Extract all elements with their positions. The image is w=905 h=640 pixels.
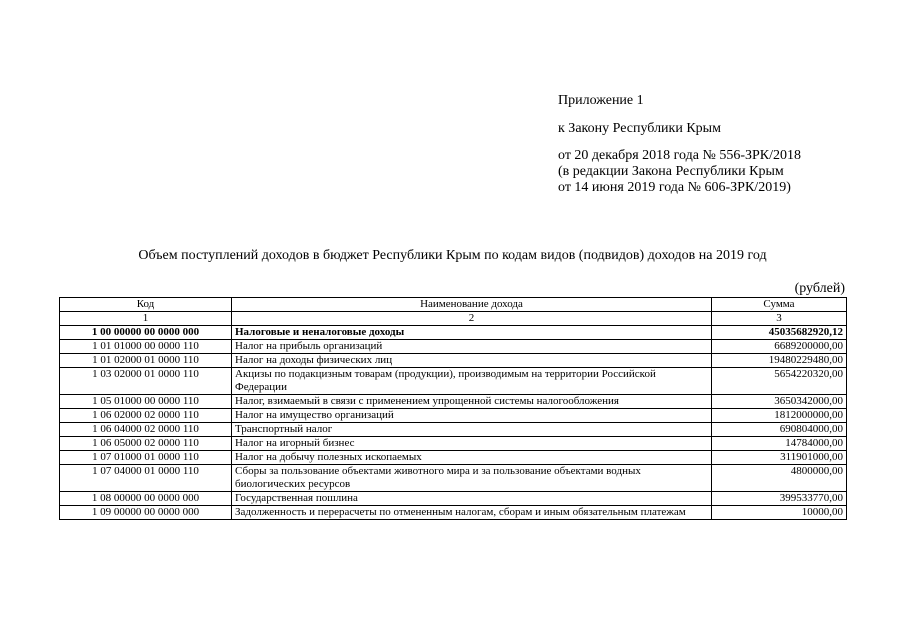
table-row: [60, 395, 847, 409]
code-cell: 1 08 00000 00 0000 000: [60, 492, 232, 506]
revenue-table: [59, 297, 847, 520]
code-cell: 1 07 01000 01 0000 110: [60, 451, 232, 465]
sum-cell: 399533770,00: [712, 492, 847, 506]
index-sum: 3: [712, 312, 847, 326]
sum-cell: 10000,00: [712, 506, 847, 520]
header-name: Наименование дохода: [232, 298, 712, 312]
name-cell: Сборы за пользование объектами животного мира и за пользование объектами водных биологических ресурсов: [232, 465, 712, 492]
name-cell: Налог, взимаемый в связи с применением упрощенной системы налогообложения: [232, 395, 712, 409]
units-label: (рублей): [794, 281, 845, 296]
name-cell: Налог на игорный бизнес: [232, 437, 712, 451]
code-cell: 1 06 05000 02 0000 110: [60, 437, 232, 451]
table-header-row: [60, 298, 847, 312]
code-cell: 1 06 02000 02 0000 110: [60, 409, 232, 423]
index-code: 1: [60, 312, 232, 326]
sum-cell: 5654220320,00: [712, 368, 847, 395]
table-row: [60, 368, 847, 395]
code-cell: 1 00 00000 00 0000 000: [60, 326, 232, 340]
table-row: [60, 326, 847, 340]
table-row: [60, 354, 847, 368]
sum-cell: 3650342000,00: [712, 395, 847, 409]
table-row: [60, 492, 847, 506]
table-row: [60, 465, 847, 492]
table-index-row: [60, 312, 847, 326]
code-cell: 1 09 00000 00 0000 000: [60, 506, 232, 520]
header-sum: Сумма: [712, 298, 847, 312]
code-cell: 1 01 01000 00 0000 110: [60, 340, 232, 354]
name-cell: Налоговые и неналоговые доходы: [232, 326, 712, 340]
table-row: [60, 437, 847, 451]
name-cell: Задолженность и перерасчеты по отмененным налогам, сборам и иным обязательным платежам: [232, 506, 712, 520]
appendix-edition-date: от 14 июня 2019 года № 606-ЗРК/2019): [558, 180, 791, 195]
name-cell: Налог на доходы физических лиц: [232, 354, 712, 368]
sum-cell: 4800000,00: [712, 465, 847, 492]
sum-cell: 45035682920,12: [712, 326, 847, 340]
sum-cell: 6689200000,00: [712, 340, 847, 354]
code-cell: 1 05 01000 00 0000 110: [60, 395, 232, 409]
appendix-edition: (в редакции Закона Республики Крым: [558, 164, 784, 179]
header-code: Код: [60, 298, 232, 312]
code-cell: 1 07 04000 01 0000 110: [60, 465, 232, 492]
name-cell: Транспортный налог: [232, 423, 712, 437]
name-cell: Налог на добычу полезных ископаемых: [232, 451, 712, 465]
sum-cell: 311901000,00: [712, 451, 847, 465]
appendix-date: от 20 декабря 2018 года № 556-ЗРК/2018: [558, 148, 802, 163]
sum-cell: 19480229480,00: [712, 354, 847, 368]
table-body: [60, 326, 847, 520]
name-cell: Налог на прибыль организаций: [232, 340, 712, 354]
index-name: 2: [232, 312, 712, 326]
appendix-number: Приложение 1: [558, 93, 644, 108]
sum-cell: 1812000000,00: [712, 409, 847, 423]
appendix-block: [558, 93, 801, 196]
table-row: [60, 506, 847, 520]
document-title: Объем поступлений доходов в бюджет Республики Крым по кодам видов (подвидов) доходов на 2019 год: [138, 248, 767, 263]
table-row: [60, 451, 847, 465]
name-cell: Государственная пошлина: [232, 492, 712, 506]
table-row: [60, 409, 847, 423]
code-cell: 1 06 04000 02 0000 110: [60, 423, 232, 437]
name-cell: Акцизы по подакцизным товарам (продукции), производимым на территории Российской Федерации: [232, 368, 712, 395]
sum-cell: 14784000,00: [712, 437, 847, 451]
code-cell: 1 01 02000 01 0000 110: [60, 354, 232, 368]
sum-cell: 690804000,00: [712, 423, 847, 437]
table-row: [60, 423, 847, 437]
table-row: [60, 340, 847, 354]
code-cell: 1 03 02000 01 0000 110: [60, 368, 232, 395]
appendix-law: к Закону Республики Крым: [558, 121, 721, 136]
name-cell: Налог на имущество организаций: [232, 409, 712, 423]
